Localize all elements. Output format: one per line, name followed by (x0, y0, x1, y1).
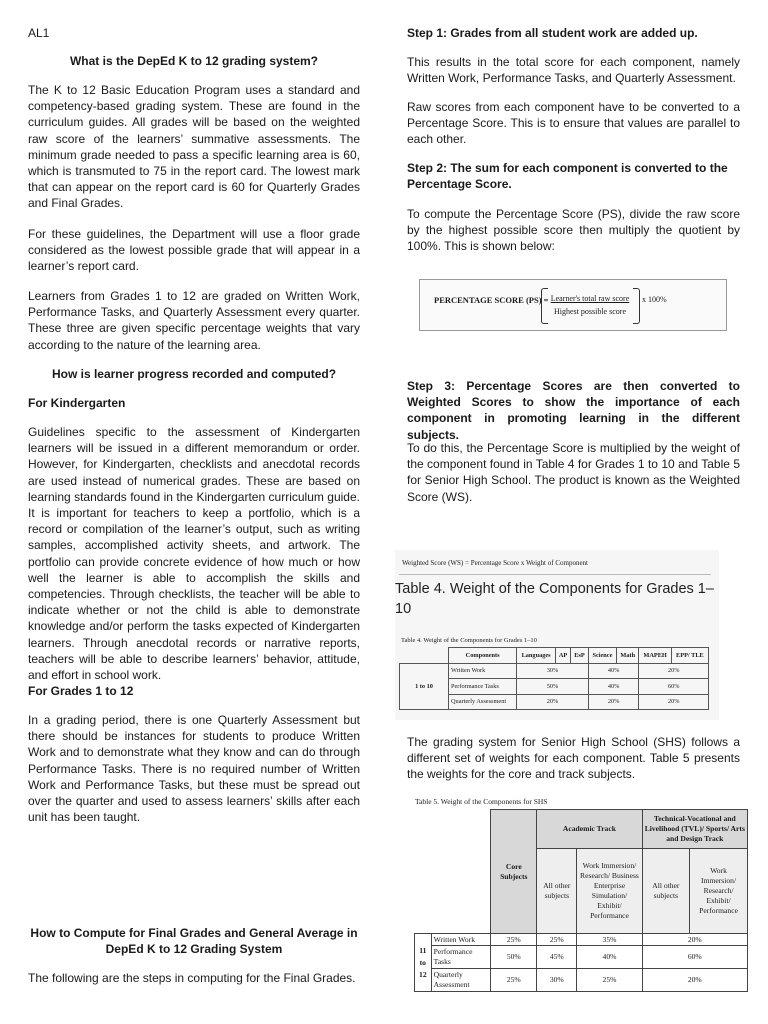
formula-label: PERCENTAGE SCORE (PS) = (434, 295, 549, 305)
table-row (415, 969, 748, 992)
table-row (415, 946, 748, 969)
heading-compute-final-grades: How to Compute for Final Grades and General Average in DepEd K to 12 Grading System (30, 926, 358, 957)
formula-denominator: Highest possible score (554, 307, 626, 316)
table-4-image (395, 550, 719, 720)
component-cell: Quarterly Assessment (431, 969, 491, 992)
core-subjects-header: Core Subjects (491, 810, 537, 934)
value-cell: 50% (517, 679, 589, 695)
table-row (400, 648, 709, 664)
paragraph-steps-intro: The following are the steps in computing for the Final Grades. (28, 971, 356, 985)
table-4-title: Table 4. Weight of the Components for Grades 1–10 (395, 581, 714, 617)
value-cell: 25% (537, 934, 577, 946)
value-cell: 20% (639, 663, 709, 679)
table-header: EPP/ TLE (671, 648, 708, 664)
table-4-caption: Table 4. Weight of the Components for Grades 1–10 (401, 637, 537, 644)
value-cell: 60% (639, 679, 709, 695)
heading-learner-progress: How is learner progress recorded and computed? (51, 367, 337, 381)
value-cell: 20% (639, 694, 709, 710)
step-3-heading: Step 3: Percentage Scores are then converted to Weighted Scores to show the importance of each component in promoting learning in the different subjects. (407, 379, 740, 442)
value-cell: 25% (577, 969, 642, 992)
table-5-image (409, 796, 749, 992)
value-cell: 30% (517, 663, 589, 679)
value-cell: 40% (588, 663, 639, 679)
value-cell: 20% (642, 969, 747, 992)
all-other-subjects-header: All other subjects (537, 849, 577, 934)
component-cell: Performance Tasks (431, 946, 491, 969)
paragraph-shs: The grading system for Senior High School (SHS) follows a different set of weights for each component. Table 5 presents the weights for the core and track subjects. (407, 735, 740, 782)
divider (399, 574, 711, 575)
value-cell: 20% (642, 934, 747, 946)
table-row (415, 810, 748, 849)
component-cell: Written Work (449, 663, 517, 679)
paragraph-total-score: This results in the total score for each component, namely Written Work, Performance Tasks, and Quarterly Assessment. (407, 55, 740, 86)
formula-right-bracket (633, 288, 640, 324)
table-header: AP (555, 648, 570, 664)
paragraph-raw-scores: Raw scores from each component have to be converted to a Percentage Score. This is to ensure that values are parallel to each other. (407, 100, 740, 147)
value-cell: 60% (642, 946, 747, 969)
grade-label: 11 to 12 (415, 934, 432, 992)
table-header: MAPEH (639, 648, 671, 664)
step-1-heading: Step 1: Grades from all student work are added up. (407, 26, 698, 40)
paragraph-intro: The K to 12 Basic Education Program uses a standard and competency-based grading system. These are found in the curriculum guides. All grades will be based on the weighted raw score of the learners’ summative assessments. The minimum grade needed to pass a specific learning area is 60, which is transmuted to 75 in the report card. The lowest mark that can appear on the report card is 60 for Quarterly Grades and Final Grades. (28, 83, 360, 211)
table-5 (414, 809, 748, 992)
paragraph-weighted-score: To do this, the Percentage Score is multiplied by the weight of the component found in Table 4 for Grades 1 to 10 and Table 5 for Senior High School. The product is known as the Weighted Score (WS). (407, 441, 740, 504)
value-cell: 25% (491, 969, 537, 992)
table-row (415, 934, 748, 946)
formula-multiplier: x 100% (642, 295, 667, 304)
work-immersion-header: Work Immersion/ Research/ Business Enterprise Simulation/ Exhibit/ Performance (577, 849, 642, 934)
academic-track-header: Academic Track (537, 810, 642, 849)
paragraph-grading-period: In a grading period, there is one Quarterly Assessment but there should be instances for students to produce Written Work and to demonstrate what they know and can do through Performance Tasks. There is no required number of Written Work and Performance Tasks, but these must be spread out over the quarter and used to assess learners’ skills after each unit has been taught. (28, 713, 360, 825)
component-cell: Performance Tasks (449, 679, 517, 695)
paragraph-floor-grade: For these guidelines, the Department will use a floor grade considered as the lowest possible grade that will appear in a learner’s report card. (28, 227, 360, 274)
table-4 (399, 647, 709, 710)
component-cell: Written Work (431, 934, 491, 946)
percentage-score-formula (419, 279, 727, 331)
grade-label: 1 to 10 (400, 663, 449, 710)
tvl-track-header: Technical-Vocational and Livelihood (TVL)/ Sports/ Arts and Design Track (642, 810, 747, 849)
page-label: AL1 (28, 26, 50, 40)
value-cell: 25% (491, 934, 537, 946)
value-cell: 40% (588, 679, 639, 695)
value-cell: 20% (517, 694, 589, 710)
paragraph-kindergarten: Guidelines specific to the assessment of Kindergarten learners will be issued in a different memorandum or order. However, for Kindergarten, checklists and anecdotal records are used instead of numerical grades. These are based on learning standards found in the Kindergarten curriculum guide. It is important for teachers to keep a portfolio, which is a record or compilation of the learner’s output, such as writing samples, accomplished activity sheets, and artwork. The portfolio can provide concrete evidence of how much or how well the learner is able to accomplish the skills and competencies. Through checklists, the teacher will be able to indicate whether or not the child is able to demonstrate knowledge and/or perform the tasks expected of Kindergarten learners. Through anecdotal records or narrative reports, teachers will be able to describe learners’ behavior, attitude, and effort in school work. (28, 425, 360, 683)
formula-numerator: Learner's total raw score (550, 294, 630, 303)
value-cell: 20% (588, 694, 639, 710)
table-row (400, 663, 709, 679)
table-header: EsP (571, 648, 589, 664)
paragraph-components: Learners from Grades 1 to 12 are graded on Written Work, Performance Tasks, and Quarterly Assessment every quarter. These three are given specific percentage weights that vary according to the nature of the learning area. (28, 289, 360, 352)
component-cell: Quarterly Assessment (449, 694, 517, 710)
table-5-caption: Table 5. Weight of the Components for SHS (415, 797, 548, 806)
heading-kindergarten: For Kindergarten (28, 396, 126, 410)
value-cell: 50% (491, 946, 537, 969)
heading-grading-system: What is the DepEd K to 12 grading system? (69, 54, 319, 68)
work-immersion-tvl-header: Work Immersion/ Research/ Exhibit/ Performance (690, 849, 748, 934)
table-header: Components (449, 648, 517, 664)
value-cell: 40% (577, 946, 642, 969)
value-cell: 45% (537, 946, 577, 969)
step-2-heading: Step 2: The sum for each component is converted to the Percentage Score. (407, 161, 728, 192)
heading-grades-1-12: For Grades 1 to 12 (28, 684, 134, 698)
table-header: Languages (517, 648, 556, 664)
paragraph-percentage-score: To compute the Percentage Score (PS), divide the raw score by the highest possible score then multiply the quotient by 100%. This is shown below: (407, 207, 740, 254)
weighted-score-formula: Weighted Score (WS) = Percentage Score x Weight of Component (402, 559, 589, 567)
all-other-subjects-tvl-header: All other subjects (642, 849, 690, 934)
value-cell: 35% (577, 934, 642, 946)
table-header: Math (617, 648, 639, 664)
table-header: Science (588, 648, 616, 664)
value-cell: 30% (537, 969, 577, 992)
